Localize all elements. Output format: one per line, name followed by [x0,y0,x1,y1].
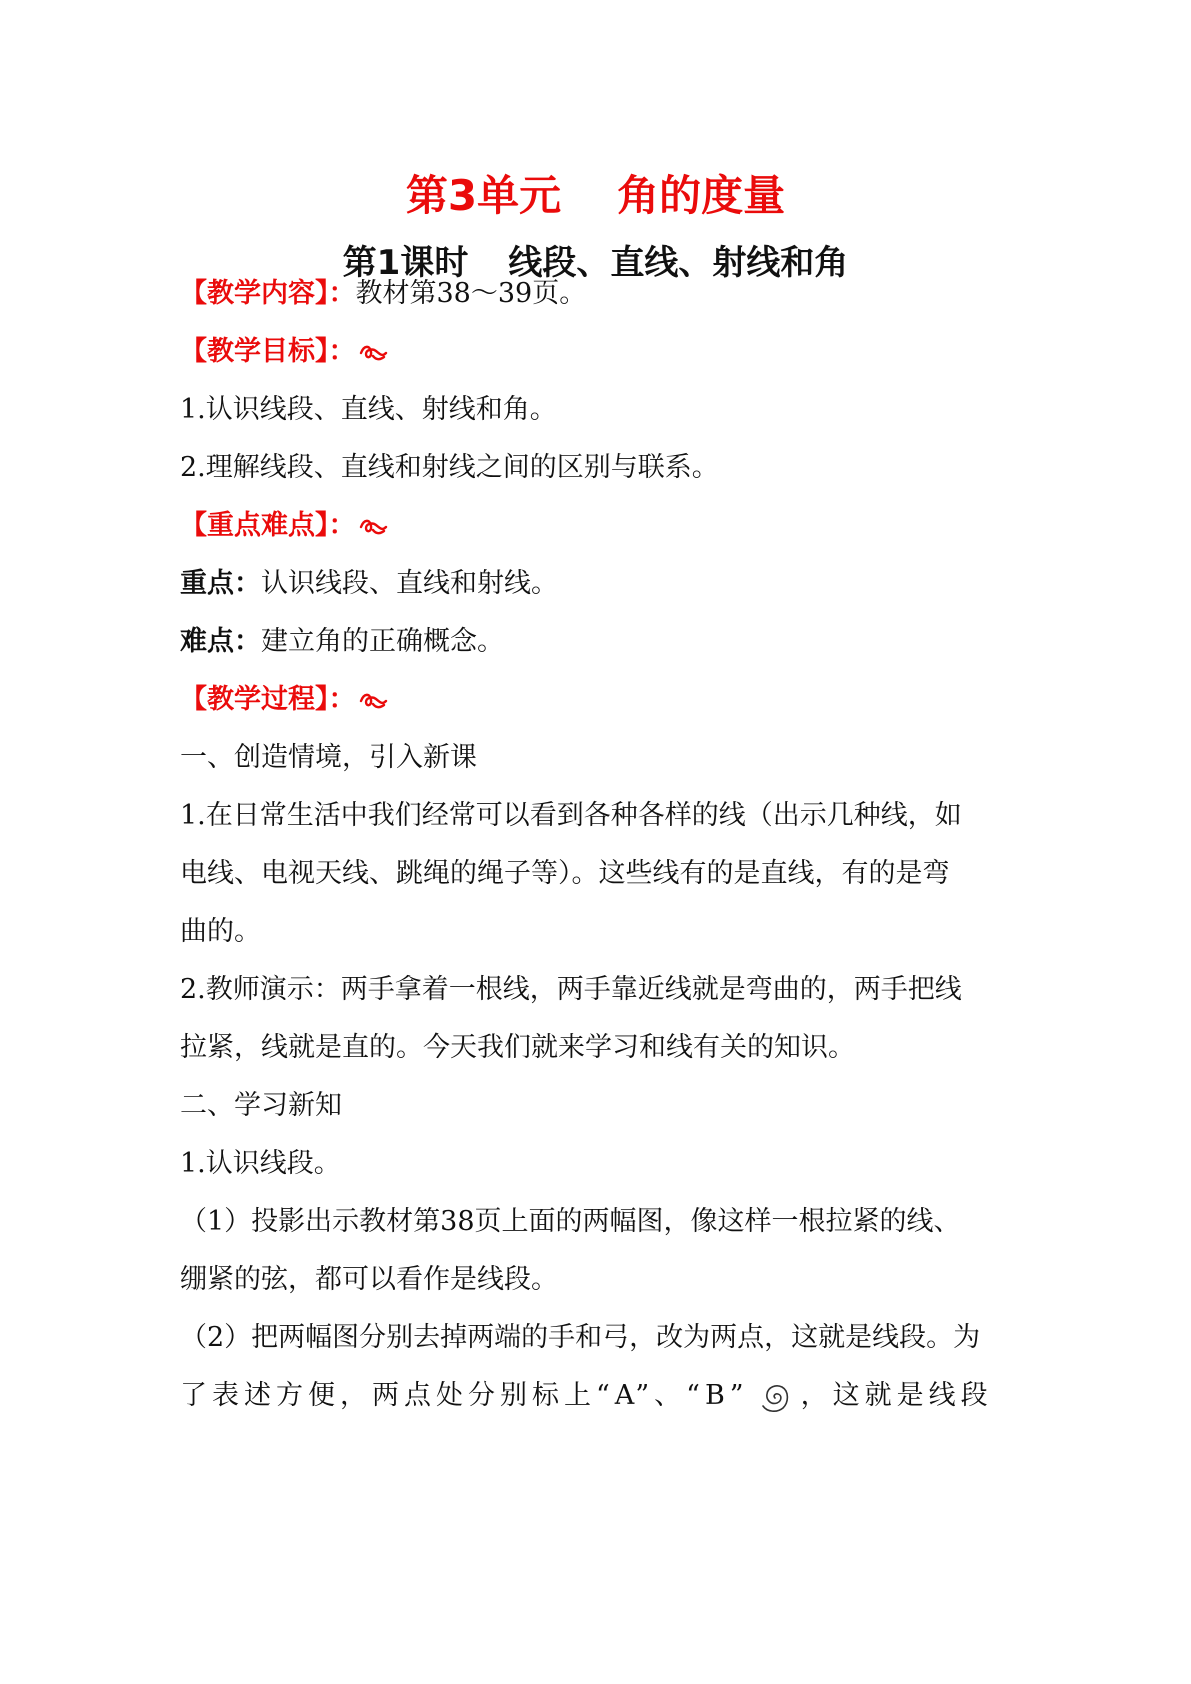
focus-text: 认识线段、直线和射线。 [261,568,558,599]
process-line: 曲的。 [180,916,261,947]
flourish-icon [358,516,388,538]
content-row [180,268,1020,320]
difficulty-row [180,616,1020,668]
process-line: 绷紧的弦，都可以看作是线段。 [180,1264,558,1295]
unit-title [0,166,1191,226]
flourish-icon [358,690,388,712]
content-label: 【教学内容】： [180,278,356,309]
process-label: 【教学过程】： [180,684,356,715]
process-line: 2.教师演示：两手拿着一根线，两手靠近线就是弯曲的，两手把线 [180,974,962,1005]
process-line: 1.认识线段。 [180,1148,341,1179]
unit-topic: 角的度量 [617,171,786,220]
process-line-last [180,1370,1020,1422]
unit-number: 第3单元 [405,171,562,220]
lesson-topic: 线段、直线、射线和角 [508,243,849,283]
process-line: （1）投影出示教材第38页上面的两幅图，像这样一根拉紧的线、 [180,1206,961,1237]
process-line: （2）把两幅图分别去掉两端的手和弓，改为两点，这就是线段。为 [180,1322,981,1353]
process-line: 一、创造情境，引入新课 [180,742,477,773]
difficulty-text: 建立角的正确概念。 [261,626,504,657]
process-line: 电线、电视天线、跳绳的绳子等）。这些线有的是直线，有的是弯 [180,858,950,889]
process-line-part: ，这就是线段 [800,1380,993,1411]
process-heading [180,674,1020,726]
goals-heading [180,326,1020,378]
process-line-part: 了表述方便，两点处分别标上“A”、“B” [180,1380,749,1411]
keypoints-label: 【重点难点】： [180,510,356,541]
difficulty-label: 难点： [180,626,261,657]
process-line: 拉紧，线就是直的。今天我们就来学习和线有关的知识。 [180,1032,855,1063]
goal-item: 1.认识线段、直线、射线和角。 [180,394,557,425]
focus-row [180,558,1020,610]
goal-item: 2.理解线段、直线和射线之间的区别与联系。 [180,452,719,483]
goals-label: 【教学目标】： [180,336,356,367]
lesson-number: 第1课时 [342,243,469,283]
process-line: 1.在日常生活中我们经常可以看到各种各样的线（出示几种线，如 [180,800,962,831]
focus-label: 重点： [180,568,261,599]
process-line: 二、学习新知 [180,1090,342,1121]
content-text: 教材第38～39页。 [355,278,587,309]
keypoints-heading [180,500,1020,552]
flourish-icon [358,342,388,364]
swirl-icon [753,1375,797,1419]
